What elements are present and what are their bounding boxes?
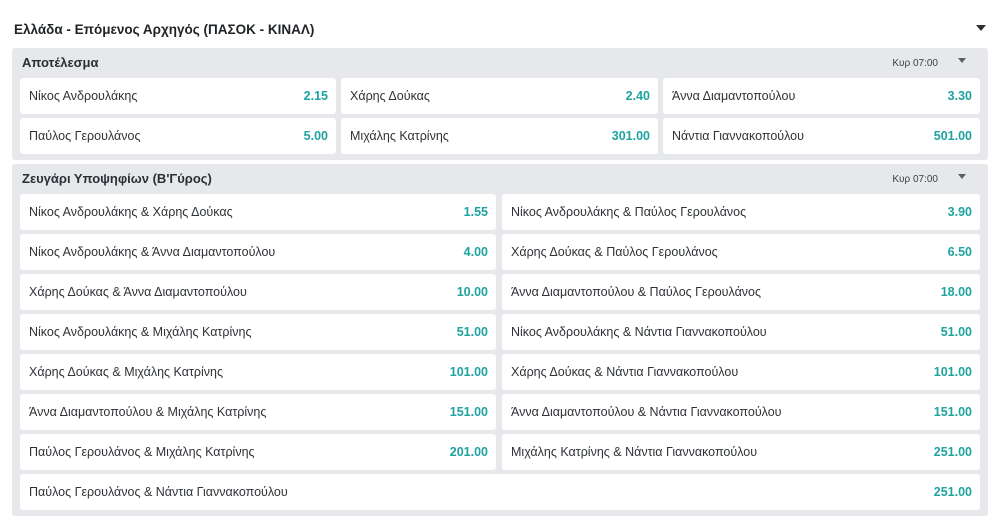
selection-odds: 4.00 xyxy=(463,245,488,259)
selection-odds: 18.00 xyxy=(940,285,972,299)
selection-odds: 1.55 xyxy=(463,205,488,219)
selection-name: Νάντια Γιαννακοπούλου xyxy=(672,129,804,143)
market-candidate-pairs xyxy=(12,164,988,516)
selection-name: Άννα Διαμαντοπούλου & Παύλος Γερουλάνος xyxy=(511,285,762,299)
selection-button[interactable] xyxy=(502,274,980,310)
caret-down-icon[interactable] xyxy=(976,25,986,31)
selection-name: Άννα Διαμαντοπούλου xyxy=(672,89,796,103)
selection-button[interactable] xyxy=(20,314,496,350)
event-header[interactable] xyxy=(12,18,990,46)
selection-odds: 2.15 xyxy=(303,89,328,103)
selection-name: Νίκος Ανδρουλάκης & Μιχάλης Κατρίνης xyxy=(29,325,252,339)
selection-name: Άννα Διαμαντοπούλου & Νάντια Γιαννακοπούλου xyxy=(511,405,782,419)
selection-odds: 6.50 xyxy=(947,245,972,259)
selection-odds: 101.00 xyxy=(933,365,972,379)
selection-odds: 10.00 xyxy=(456,285,488,299)
selection-button[interactable] xyxy=(20,118,336,154)
selection-odds: 2.40 xyxy=(625,89,650,103)
selection-odds: 3.30 xyxy=(947,89,972,103)
selection-button[interactable] xyxy=(20,234,496,270)
selection-name: Μιχάλης Κατρίνης xyxy=(350,129,449,143)
selection-button[interactable] xyxy=(341,78,658,114)
selection-button[interactable] xyxy=(20,434,496,470)
event-title: Ελλάδα - Επόμενος Αρχηγός (ΠΑΣΟΚ - ΚΙΝΑΛ) xyxy=(14,22,315,37)
selection-button[interactable] xyxy=(502,194,980,230)
selection-button[interactable] xyxy=(502,354,980,390)
selection-odds: 101.00 xyxy=(449,365,488,379)
selection-name: Άννα Διαμαντοπούλου & Μιχάλης Κατρίνης xyxy=(29,405,267,419)
selection-button[interactable] xyxy=(20,78,336,114)
selection-button[interactable] xyxy=(20,194,496,230)
selection-button[interactable] xyxy=(20,354,496,390)
selection-odds: 5.00 xyxy=(303,129,328,143)
selection-name: Παύλος Γερουλάνος & Μιχάλης Κατρίνης xyxy=(29,445,255,459)
selection-odds: 501.00 xyxy=(933,129,972,143)
selection-button[interactable] xyxy=(341,118,658,154)
market-result-header[interactable] xyxy=(12,48,988,76)
chevron-down-icon[interactable] xyxy=(958,58,966,63)
selection-name: Νίκος Ανδρουλάκης & Νάντια Γιαννακοπούλου xyxy=(511,325,767,339)
selection-button[interactable] xyxy=(20,474,980,510)
market-pairs-header[interactable] xyxy=(12,164,988,192)
market-result xyxy=(12,48,988,160)
selection-name: Χάρης Δούκας xyxy=(350,89,430,103)
market-time: Κυρ 07:00 xyxy=(892,174,938,185)
selection-button[interactable] xyxy=(502,434,980,470)
selection-button[interactable] xyxy=(502,314,980,350)
selection-button[interactable] xyxy=(663,118,980,154)
selection-odds: 51.00 xyxy=(940,325,972,339)
selection-odds: 251.00 xyxy=(933,485,972,499)
selection-odds: 51.00 xyxy=(456,325,488,339)
selection-name: Χάρης Δούκας & Άννα Διαμαντοπούλου xyxy=(29,285,247,299)
selection-odds: 251.00 xyxy=(933,445,972,459)
market-time: Κυρ 07:00 xyxy=(892,58,938,69)
selection-odds: 151.00 xyxy=(449,405,488,419)
market-title: Ζευγάρι Υποψηφίων (Β'Γύρος) xyxy=(22,171,212,186)
selection-name: Χάρης Δούκας & Νάντια Γιαννακοπούλου xyxy=(511,365,739,379)
selection-name: Νίκος Ανδρουλάκης & Χάρης Δούκας xyxy=(29,205,233,219)
chevron-down-icon[interactable] xyxy=(958,174,966,179)
selection-button[interactable] xyxy=(663,78,980,114)
market-title: Αποτέλεσμα xyxy=(22,55,99,70)
selection-button[interactable] xyxy=(502,394,980,430)
selection-name: Παύλος Γερουλάνος xyxy=(29,129,141,143)
selection-odds: 151.00 xyxy=(933,405,972,419)
selection-button[interactable] xyxy=(502,234,980,270)
selection-name: Παύλος Γερουλάνος & Νάντια Γιαννακοπούλου xyxy=(29,485,288,499)
selection-name: Νίκος Ανδρουλάκης & Παύλος Γερουλάνος xyxy=(511,205,747,219)
selection-button[interactable] xyxy=(20,274,496,310)
selection-name: Χάρης Δούκας & Παύλος Γερουλάνος xyxy=(511,245,718,259)
selection-name: Νίκος Ανδρουλάκης xyxy=(29,89,138,103)
selection-button[interactable] xyxy=(20,394,496,430)
selection-name: Μιχάλης Κατρίνης & Νάντια Γιαννακοπούλου xyxy=(511,445,758,459)
selection-odds: 301.00 xyxy=(611,129,650,143)
selection-name: Χάρης Δούκας & Μιχάλης Κατρίνης xyxy=(29,365,224,379)
selection-odds: 201.00 xyxy=(449,445,488,459)
selection-odds: 3.90 xyxy=(947,205,972,219)
selection-name: Νίκος Ανδρουλάκης & Άννα Διαμαντοπούλου xyxy=(29,245,276,259)
